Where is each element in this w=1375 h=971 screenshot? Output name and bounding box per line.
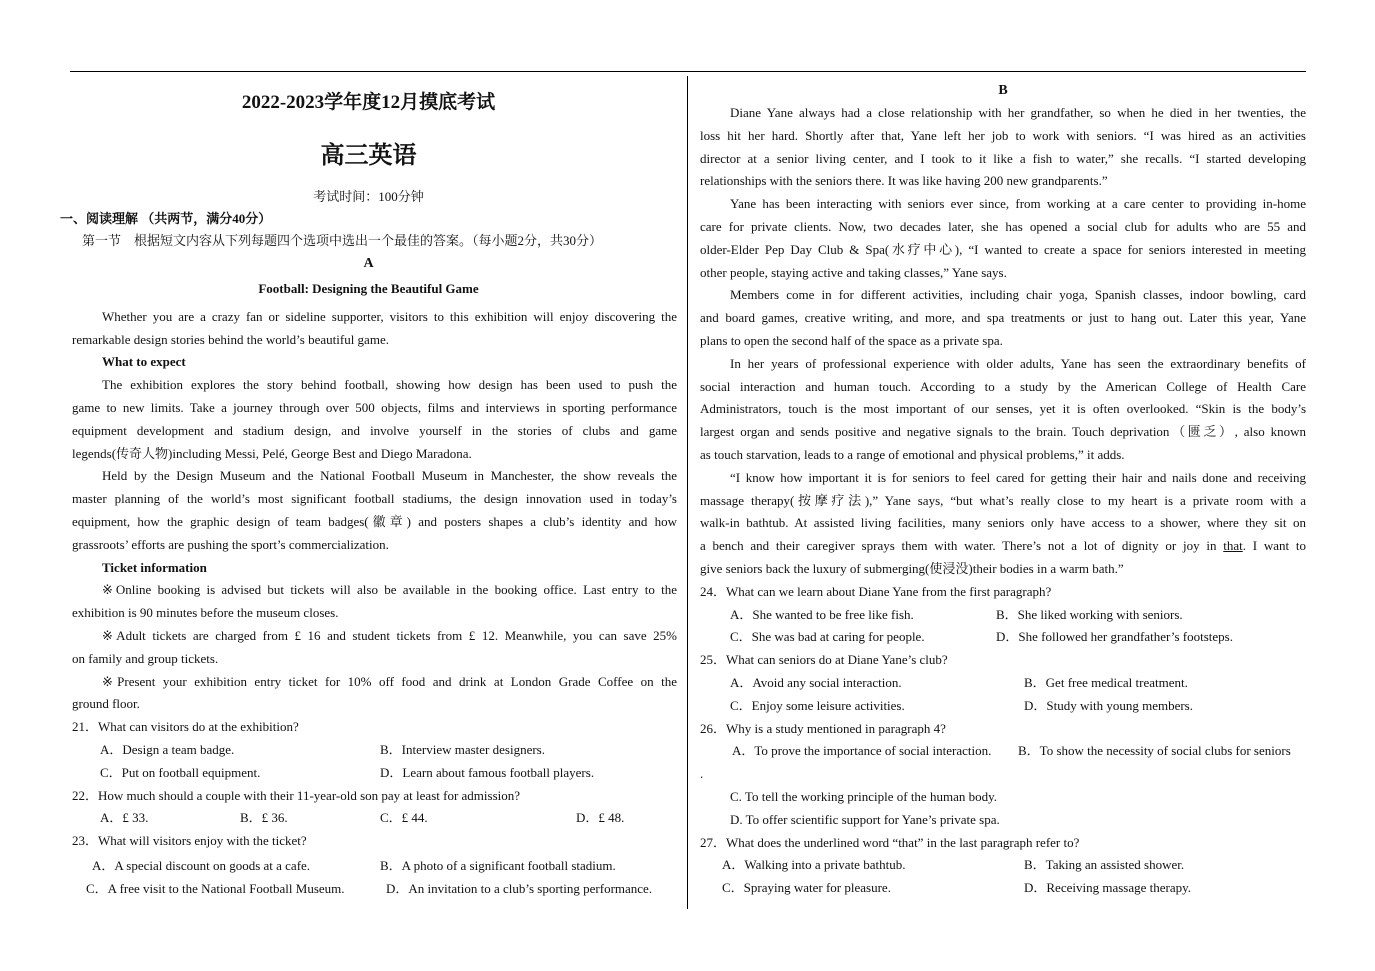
passage-a-line: The exhibition explores the story behind football, showing how design has been used to push the <box>102 377 677 393</box>
question-21-options-row2 <box>72 762 677 785</box>
top-rule <box>70 71 1306 72</box>
ticket-information-heading: Ticket information <box>102 559 207 575</box>
passage-b-line: massage therapy(按摩疗法),” Yane says, “but what’s really close to my heart is a private room with a <box>700 492 1306 508</box>
passage-b-line: Yane has been interacting with seniors ever since, from working at a care center to providing in-home <box>730 196 1306 212</box>
question-27-options-row2 <box>700 877 1306 900</box>
question-22-options <box>72 807 677 830</box>
option-d[interactable]: D．She followed her grandfather’s footsteps. <box>996 629 1233 645</box>
option-c[interactable]: C．A free visit to the National Football Museum. <box>86 880 345 896</box>
passage-b-line: other people, staying active and taking classes,” Yane says. <box>700 264 1007 280</box>
passage-a-line: exhibition is 90 minutes before the museum closes. <box>72 605 339 621</box>
passage-a-line: remarkable design stories behind the world’s beautiful game. <box>72 331 389 347</box>
passage-a-line: master planning of the world’s most significant football stadiums, the design innovation used in today’s <box>72 491 677 507</box>
option-d[interactable]: D．£ 48. <box>576 810 625 826</box>
section-instruction: 第一节 根据短文内容从下列每题四个选项中选出一个最佳的答案。（每小题2分，共30分） <box>82 233 603 248</box>
option-a[interactable]: A．Design a team badge. <box>100 741 235 757</box>
option-a[interactable]: A．A special discount on goods at a cafe. <box>92 857 311 873</box>
option-c[interactable]: C．Spraying water for pleasure. <box>722 880 891 896</box>
passage-a-line: Whether you are a crazy fan or sideline supporter, visitors to this exhibition will enjoy discovering the <box>102 308 677 324</box>
passage-b-line: as touch starvation, leads to a range of emotional and physical problems,” it adds. <box>700 446 1125 462</box>
option-c[interactable]: C．Enjoy some leisure activities. <box>730 697 905 713</box>
passage-b-line: Members come in for different activities, including chair yoga, Spanish classes, indoor bowling, card <box>730 287 1306 303</box>
option-c[interactable]: C．She was bad at caring for people. <box>730 629 925 645</box>
passage-b-line: Administrators, touch is the most important of our senses, yet it is often overlooked. “Skin is the body’s <box>700 401 1306 417</box>
question-24-options-row2 <box>700 626 1306 649</box>
passage-a-line: ※Present your exhibition entry ticket for 10% off food and drink at London Grade Coffee on the <box>102 673 677 689</box>
passage-b-line: loss hit her hard. Shortly after that, Yane left her job to work with seniors. “I was hired as an activities <box>700 127 1306 143</box>
question-21: 21．What can visitors do at the exhibition? <box>72 719 299 735</box>
exam-time: 考试时间：100分钟 <box>313 189 424 204</box>
line-text: a bench and their caregiver sprays them with water. There’s not a lot of dignity or joy in <box>700 538 1217 554</box>
option-d[interactable]: D. To offer scientific support for Yane’s private spa. <box>730 811 1000 827</box>
passage-b-line: care for private clients. Now, two decades later, she has opened a social club for adults who are 55 and <box>700 218 1306 234</box>
question-26: 26．Why is a study mentioned in paragraph 4? <box>700 720 946 736</box>
question-27-options-row1 <box>700 854 1306 877</box>
question-25-options-row2 <box>700 695 1306 718</box>
passage-b-line: Diane Yane always had a close relationship with her grandfather, so when he died in her twenties, the <box>730 105 1306 120</box>
passage-b-line: director at a senior living center, and I took to it like a fish to water,” she recalls. “I started developing <box>700 150 1306 166</box>
passage-a-line: on family and group tickets. <box>72 650 219 666</box>
option-a[interactable]: A．Walking into a private bathtub. <box>722 857 906 873</box>
option-b[interactable]: B．£ 36. <box>240 810 288 826</box>
passage-a-title: Football: Designing the Beautiful Game <box>258 280 479 296</box>
option-b[interactable]: B．Interview master designers. <box>380 741 545 757</box>
passage-b-line: plans to open the second half of the space as a private spa. <box>700 332 1003 348</box>
line-text: . I want to <box>1242 538 1307 554</box>
option-d[interactable]: D．Learn about famous football players. <box>380 764 595 780</box>
question-26-options-row1 <box>700 740 1306 763</box>
option-c[interactable]: C. To tell the working principle of the human body. <box>730 788 997 804</box>
passage-b-line: walk-in bathtub. At assisted living facilities, many seniors only have access to a shower, where they sit on <box>700 515 1306 531</box>
passage-b-line: “I know how important it is for seniors to feel cared for getting their hair and nails done and receiving <box>730 469 1306 485</box>
question-27: 27．What does the underlined word “that” in the last paragraph refer to? <box>700 834 1080 850</box>
option-d[interactable]: D．Receiving massage therapy. <box>1024 880 1192 896</box>
option-b[interactable]: B．To show the necessity of social clubs for seniors <box>1018 743 1291 759</box>
question-22: 22．How much should a couple with their 11-year-old son pay at least for admission? <box>72 787 521 803</box>
option-b[interactable]: B．She liked working with seniors. <box>996 606 1183 622</box>
passage-b-line: In her years of professional experience with older adults, Yane has seen the extraordinary benefits of <box>730 355 1306 371</box>
option-a[interactable]: A．She wanted to be free like fish. <box>730 606 914 622</box>
passage-b-line <box>700 535 1306 558</box>
passage-a-line: game to new limits. Take a journey through over 500 objects, films and interviews in sporting performance <box>72 399 677 415</box>
question-23-options-row2 <box>72 878 677 901</box>
option-a[interactable]: A．To prove the importance of social interaction. <box>732 743 992 759</box>
option-b[interactable]: B．Taking an assisted shower. <box>1024 857 1185 873</box>
passage-a-letter: A <box>363 255 374 271</box>
option-b[interactable]: B．A photo of a significant football stadium. <box>380 857 616 873</box>
passage-a-line: ground floor. <box>72 696 140 712</box>
question-21-options-row1 <box>72 739 677 762</box>
passage-a-line: ※Online booking is advised but tickets will also be available in the booking office. Last entry to the <box>102 582 677 598</box>
left-column <box>60 80 677 901</box>
question-26-option-d-row <box>700 809 1306 832</box>
question-25-options-row1 <box>700 672 1306 695</box>
passage-a-line: ※Adult tickets are charged from £ 16 and student tickets from £ 12. Meanwhile, you can save 25% <box>102 627 677 643</box>
passage-b-line: relationships with the seniors there. It was like having 200 new grandparents.” <box>700 173 1108 189</box>
passage-b-line: and board games, creative writing, and more, and spa treatments or just to hang out. Later this year, Yane <box>700 310 1306 326</box>
option-c[interactable]: C．Put on football equipment. <box>100 764 261 780</box>
question-23: 23．What will visitors enjoy with the ticket? <box>72 833 307 849</box>
exam-title: 2022-2023学年度12月摸底考试 <box>241 92 496 113</box>
question-23-options-row1 <box>72 853 677 878</box>
subject-title: 高三英语 <box>320 143 417 169</box>
passage-a-line: legends(传奇人物)including Messi, Pelé, George Best and Diego Maradona. <box>72 445 472 461</box>
passage-b-letter: B <box>998 83 1008 98</box>
passage-a-line: Held by the Design Museum and the National Football Museum in Manchester, the show reveals the <box>102 468 677 484</box>
question-26-option-c-row <box>700 786 1306 809</box>
passage-a-line: equipment development and stadium design, and involve yourself in the stories of clubs and game <box>72 422 677 438</box>
question-24: 24．What can we learn about Diane Yane from the first paragraph? <box>700 583 1052 599</box>
option-a[interactable]: A．Avoid any social interaction. <box>730 674 902 690</box>
passage-a-line: grassroots’ efforts are pushing the sport’s commercialization. <box>72 536 389 552</box>
passage-b-line: social interaction and human touch. According to a study by the American College of Health Care <box>700 378 1306 394</box>
right-column <box>700 80 1306 900</box>
option-c[interactable]: C．£ 44. <box>380 810 428 826</box>
what-to-expect-heading: What to expect <box>102 354 186 370</box>
passage-b-line: give seniors back the luxury of submerging(使浸没)their bodies in a warm bath.” <box>700 560 1124 576</box>
option-d[interactable]: D．Study with young members. <box>1024 697 1193 713</box>
option-a[interactable]: A．£ 33. <box>100 810 149 826</box>
stray-period: . <box>700 766 704 782</box>
underlined-that: that <box>1223 538 1243 554</box>
question-24-options-row1 <box>700 604 1306 627</box>
passage-b-line: largest organ and sends positive and negative signals to the brain. Touch deprivation（匮乏）, also known <box>700 424 1306 440</box>
option-b[interactable]: B．Get free medical treatment. <box>1024 674 1188 690</box>
passage-b-line: older-Elder Pep Day Club & Spa(水疗中心), “I wanted to create a space for seniors interested in meeting <box>700 241 1306 257</box>
option-d[interactable]: D．An invitation to a club’s sporting performance. <box>386 880 653 896</box>
part-one-heading: 一、阅读理解 （共两节，满分40分） <box>60 211 272 226</box>
column-divider <box>687 76 688 909</box>
passage-a-line: equipment, how the graphic design of team badges(徽章) and posters shapes a club’s identity and how <box>72 513 677 529</box>
question-25: 25．What can seniors do at Diane Yane’s club? <box>700 652 948 668</box>
